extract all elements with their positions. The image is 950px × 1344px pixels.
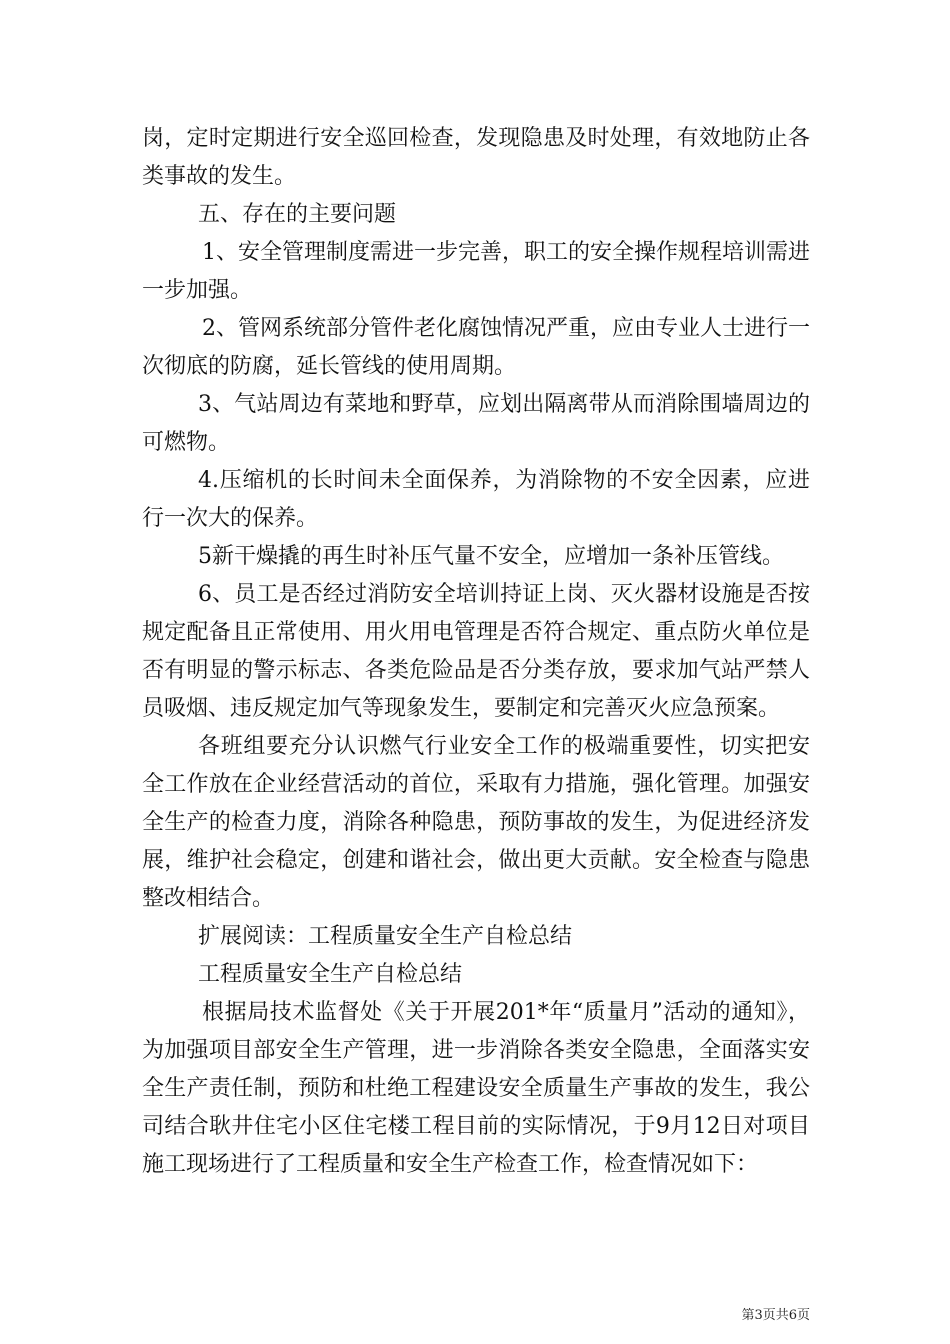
issue-item-2: 2、管网系统部分管件老化腐蚀情况严重，应由专业人士进行一次彻底的防腐，延长管线的使用周期。 bbox=[142, 316, 810, 379]
issue-item-1: 1、安全管理制度需进一步完善，职工的安全操作规程培训需进一步加强。 bbox=[142, 240, 810, 303]
issue-item-4: 4.压缩机的长时间未全面保养，为消除物的不安全因素，应进行一次大的保养。 bbox=[142, 468, 810, 531]
issue-item-3: 3、气站周边有菜地和野草，应划出隔离带从而消除围墙周边的可燃物。 bbox=[142, 392, 810, 455]
intro-paragraph: 根据局技术监督处《关于开展201*年“质量月”活动的通知》，为加强项目部安全生产管理，进一步消除各类安全隐患，全面落实安全生产责任制，预防和杜绝工程建设安全质量生产事故的发生，我公司结合耿井住宅小区住宅楼工程目前的实际情况，于9月12日对项目施工现场进行了工程质量和安全生产检查工作，检查情况如下： bbox=[142, 1000, 810, 1177]
extended-reading-label: 扩展阅读：工程质量安全生产自检总结 bbox=[198, 924, 573, 949]
paragraph-continuation: 岗，定时定期进行安全巡回检查，发现隐患及时处理，有效地防止各类事故的发生。 bbox=[142, 126, 810, 189]
document-body bbox=[142, 120, 810, 1184]
page-number: 第3页共6页 bbox=[741, 1308, 810, 1323]
issue-item-6: 6、员工是否经过消防安全培训持证上岗、灭火器材设施是否按规定配备且正常使用、用火用电管理是否符合规定、重点防火单位是否有明显的警示标志、各类危险品是否分类存放，要求加气站严禁人员吸烟、违反规定加气等现象发生，要制定和完善灭火应急预案。 bbox=[142, 582, 810, 721]
issue-item-5: 5新干燥撬的再生时补压气量不安全，应增加一条补压管线。 bbox=[198, 544, 784, 569]
subtitle: 工程质量安全生产自检总结 bbox=[198, 962, 463, 987]
section-heading: 五、存在的主要问题 bbox=[198, 202, 397, 227]
conclusion-paragraph: 各班组要充分认识燃气行业安全工作的极端重要性，切实把安全工作放在企业经营活动的首位，采取有力措施，强化管理。加强安全生产的检查力度，消除各种隐患，预防事故的发生，为促进经济发展，维护社会稳定，创建和谐社会，做出更大贡献。安全检查与隐患整改相结合。 bbox=[142, 734, 810, 911]
